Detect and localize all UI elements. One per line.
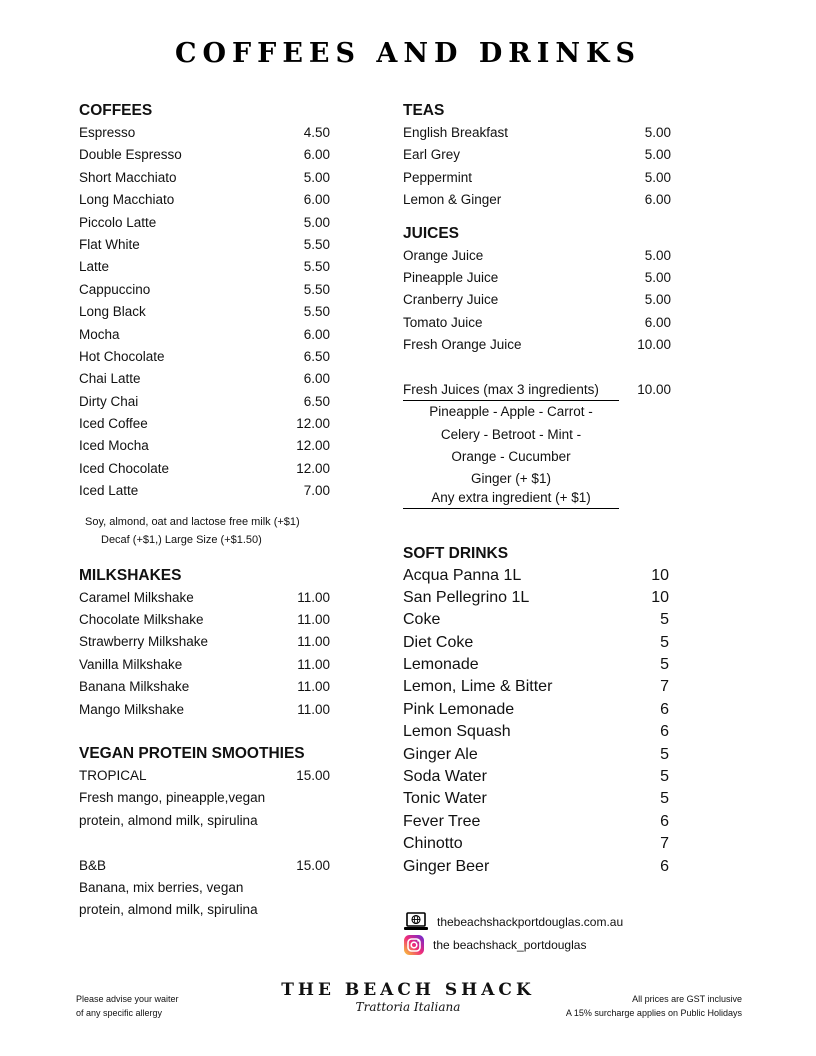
item-price: 4.50 — [303, 125, 330, 140]
item-name: Orange Juice — [403, 247, 484, 263]
page-title: COFFEES AND DRINKS — [175, 38, 641, 69]
menu-item — [403, 654, 671, 676]
menu-item — [403, 267, 671, 289]
item-name: Ginger Beer — [403, 857, 490, 875]
coffees-list — [79, 122, 334, 503]
footer-line: A 15% surcharge applies on Public Holidays — [565, 1008, 742, 1018]
item-name: English Breakfast — [403, 125, 509, 140]
item-price: 10 — [651, 566, 669, 584]
fresh-juices-extra: Any extra ingredient (+ $1) — [403, 489, 619, 509]
menu-item — [403, 811, 671, 833]
item-price: 5.00 — [644, 169, 671, 185]
item-price: 10.00 — [637, 337, 671, 353]
description-line: Banana, mix berries, vegan — [79, 879, 244, 895]
brand-name: THE BEACH SHACK — [281, 980, 535, 1000]
item-price: 5.50 — [303, 304, 330, 320]
menu-item — [403, 334, 671, 356]
soft-drinks-heading: SOFT DRINKS — [403, 544, 509, 562]
item-price: 5.00 — [644, 147, 671, 163]
item-price: 12.00 — [296, 416, 330, 432]
item-price: 11.00 — [297, 679, 330, 695]
description-line: protein, almond milk, spirulina — [79, 902, 258, 918]
item-price: 6 — [660, 812, 669, 830]
item-name: Pineapple Juice — [403, 269, 499, 285]
item-name: Hot Chocolate — [79, 348, 165, 364]
item-price: 7 — [660, 835, 669, 853]
menu-item — [403, 766, 671, 788]
menu-item — [403, 699, 671, 721]
item-description — [79, 787, 334, 809]
menu-item — [403, 312, 671, 334]
menu-item — [79, 368, 334, 390]
note-line: Decaf (+$1,) Large Size (+$1.50) — [101, 533, 262, 546]
item-price: 6.00 — [303, 192, 330, 208]
item-price: 5.00 — [303, 169, 330, 185]
menu-item — [79, 167, 334, 189]
item-name: TROPICAL — [79, 767, 147, 783]
item-price: 6 — [660, 700, 669, 718]
item-price: 5 — [660, 611, 669, 629]
menu-item — [403, 609, 671, 631]
soft-drinks-section — [403, 543, 671, 878]
menu-item — [403, 744, 671, 766]
item-name: Iced Chocolate — [79, 460, 170, 476]
footer-line: Please advise your waiter — [76, 994, 179, 1004]
item-price: 5.50 — [303, 236, 330, 252]
juices-heading: JUICES — [403, 224, 459, 242]
item-name: Double Espresso — [79, 147, 182, 163]
fresh-juices-item — [403, 379, 671, 401]
item-price: 15.00 — [296, 767, 330, 783]
item-name: Piccolo Latte — [79, 214, 157, 230]
menu-item — [79, 699, 334, 721]
item-name: Flat White — [79, 236, 140, 252]
item-price: 12.00 — [296, 438, 330, 454]
item-name: Peppermint — [403, 169, 473, 185]
item-price: 5 — [660, 656, 669, 674]
fresh-juices-ingredients — [403, 401, 619, 488]
item-name: Lemonade — [403, 656, 479, 674]
item-name: B&B — [79, 857, 107, 873]
menu-item — [79, 587, 334, 609]
menu-item — [79, 256, 334, 278]
item-price: 5.00 — [644, 247, 671, 263]
menu-item — [79, 391, 334, 413]
menu-item — [79, 413, 334, 435]
item-name: Acqua Panna 1L — [403, 566, 522, 584]
menu-item — [79, 654, 334, 676]
menu-item — [79, 609, 334, 631]
item-price: 6.00 — [644, 314, 671, 330]
menu-item — [403, 856, 671, 878]
item-name: Long Black — [79, 304, 146, 320]
description-line: Fresh mango, pineapple,vegan — [79, 790, 266, 806]
item-price: 5.50 — [303, 281, 330, 297]
item-price: 6 — [660, 723, 669, 741]
menu-item — [403, 189, 671, 211]
menu-item — [403, 721, 671, 743]
laptop-globe-icon — [403, 912, 429, 932]
note-line: Soy, almond, oat and lactose free milk (+$1) — [85, 515, 300, 528]
item-name: Short Macchiato — [79, 169, 177, 185]
teas-heading: TEAS — [403, 102, 445, 119]
menu-item — [403, 122, 671, 144]
ingredient-line: Pineapple - Apple - Carrot - — [429, 404, 593, 420]
fresh-juices-title: Fresh Juices (max 3 ingredients) — [403, 379, 619, 401]
menu-item — [79, 435, 334, 457]
right-column — [403, 100, 671, 878]
item-name: Dirty Chai — [79, 393, 139, 409]
item-name: Lemon, Lime & Bitter — [403, 678, 553, 696]
menu-item — [403, 289, 671, 311]
menu-item — [79, 346, 334, 368]
item-price: 6 — [660, 857, 669, 875]
item-price: 11.00 — [297, 589, 330, 605]
item-price: 5.00 — [644, 292, 671, 308]
item-name: Long Macchiato — [79, 192, 175, 208]
item-price: 5 — [660, 768, 669, 786]
item-name: Pink Lemonade — [403, 700, 515, 718]
item-name: Earl Grey — [403, 147, 461, 163]
menu-item — [79, 189, 334, 211]
menu-item — [79, 765, 334, 787]
item-price: 6.00 — [303, 371, 330, 387]
item-price: 6.00 — [303, 147, 330, 163]
item-price: 5.00 — [303, 214, 330, 230]
item-price: 5.50 — [303, 259, 330, 275]
instagram-handle[interactable]: the beachshack_portdouglas — [433, 938, 587, 952]
ingredient-line: Celery - Betroot - Mint - — [440, 426, 582, 442]
item-name: Vanilla Milkshake — [79, 656, 183, 672]
footer-line: of any specific allergy — [76, 1008, 163, 1018]
item-name: Mocha — [79, 326, 120, 342]
item-name: Chai Latte — [79, 371, 141, 387]
item-name: Iced Mocha — [79, 438, 149, 454]
item-price: 11.00 — [297, 701, 330, 717]
milkshakes-heading: MILKSHAKES — [79, 566, 182, 584]
footer-line: All prices are GST inclusive — [632, 994, 742, 1004]
item-name: Cranberry Juice — [403, 292, 499, 308]
item-name: Cappuccino — [79, 281, 151, 297]
coffees-heading: COFFEES — [79, 102, 153, 119]
item-price: 6.00 — [644, 192, 671, 208]
website-link[interactable] — [403, 912, 623, 932]
menu-item — [403, 632, 671, 654]
item-name: Coke — [403, 611, 441, 629]
item-price: 12.00 — [296, 460, 330, 476]
item-name: Iced Latte — [79, 483, 139, 499]
menu-item — [403, 144, 671, 166]
item-price: 11.00 — [297, 634, 330, 650]
instagram-link[interactable] — [403, 934, 586, 956]
menu-item — [79, 301, 334, 323]
item-name: Lemon Squash — [403, 723, 511, 741]
item-price: 7 — [660, 678, 669, 696]
item-price: 6.00 — [303, 326, 330, 342]
fresh-juices-price: 10.00 — [637, 381, 671, 397]
menu-item — [403, 245, 671, 267]
menu-item — [79, 212, 334, 234]
menu-item — [403, 565, 671, 587]
item-name: Fresh Orange Juice — [403, 337, 522, 353]
left-column — [79, 100, 334, 922]
item-description — [79, 877, 334, 899]
item-price: 5 — [660, 790, 669, 808]
menu-item — [79, 480, 334, 502]
item-name: Banana Milkshake — [79, 679, 190, 695]
item-price: 5.00 — [644, 125, 671, 140]
item-name: Espresso — [79, 125, 136, 140]
item-description — [79, 899, 334, 921]
menu-item — [403, 676, 671, 698]
instagram-icon — [403, 934, 425, 956]
item-name: Mango Milkshake — [79, 701, 185, 717]
milk-options-note — [79, 513, 334, 549]
item-price: 6.50 — [303, 393, 330, 409]
menu-item — [403, 788, 671, 810]
ingredient-line: Orange - Cucumber — [451, 449, 571, 465]
item-name: Latte — [79, 259, 110, 275]
item-price: 5.00 — [644, 269, 671, 285]
item-name: Caramel Milkshake — [79, 589, 194, 605]
description-line: protein, almond milk, spirulina — [79, 812, 258, 828]
brand-subtitle: Trattoria Italiana — [355, 1000, 461, 1014]
item-price: 15.00 — [296, 857, 330, 873]
menu-item — [79, 676, 334, 698]
item-name: Soda Water — [403, 768, 487, 786]
menu-item — [79, 458, 334, 480]
website-url[interactable]: thebeachshackportdouglas.com.au — [437, 915, 624, 929]
menu-item — [79, 631, 334, 653]
menu-item — [79, 144, 334, 166]
item-price: 7.00 — [303, 483, 330, 499]
item-name: Iced Coffee — [79, 416, 148, 432]
menu-item — [79, 855, 334, 877]
item-price: 5 — [660, 633, 669, 651]
item-name: Fever Tree — [403, 812, 481, 830]
item-price: 6.50 — [303, 348, 330, 364]
smoothies-heading: VEGAN PROTEIN SMOOTHIES — [79, 744, 305, 762]
pricing-note — [566, 992, 742, 1020]
item-name: Chinotto — [403, 835, 463, 853]
item-name: Diet Coke — [403, 633, 474, 651]
menu-item — [79, 324, 334, 346]
menu-item — [79, 279, 334, 301]
item-name: Tonic Water — [403, 790, 487, 808]
item-description — [79, 810, 334, 832]
item-name: Strawberry Milkshake — [79, 634, 209, 650]
menu-item — [403, 587, 671, 609]
item-name: Ginger Ale — [403, 745, 478, 763]
menu-item — [79, 234, 334, 256]
item-name: Tomato Juice — [403, 314, 483, 330]
item-name: Chocolate Milkshake — [79, 612, 204, 628]
item-price: 5 — [660, 745, 669, 763]
item-name: Lemon & Ginger — [403, 192, 502, 208]
item-price: 11.00 — [297, 612, 330, 628]
menu-item — [79, 122, 334, 144]
item-name: San Pellegrino 1L — [403, 588, 530, 606]
menu-item — [403, 833, 671, 855]
ingredient-line: Ginger (+ $1) — [471, 470, 551, 486]
menu-item — [403, 167, 671, 189]
item-price: 11.00 — [297, 656, 330, 672]
item-price: 10 — [651, 588, 669, 606]
milkshakes-list — [79, 587, 334, 721]
